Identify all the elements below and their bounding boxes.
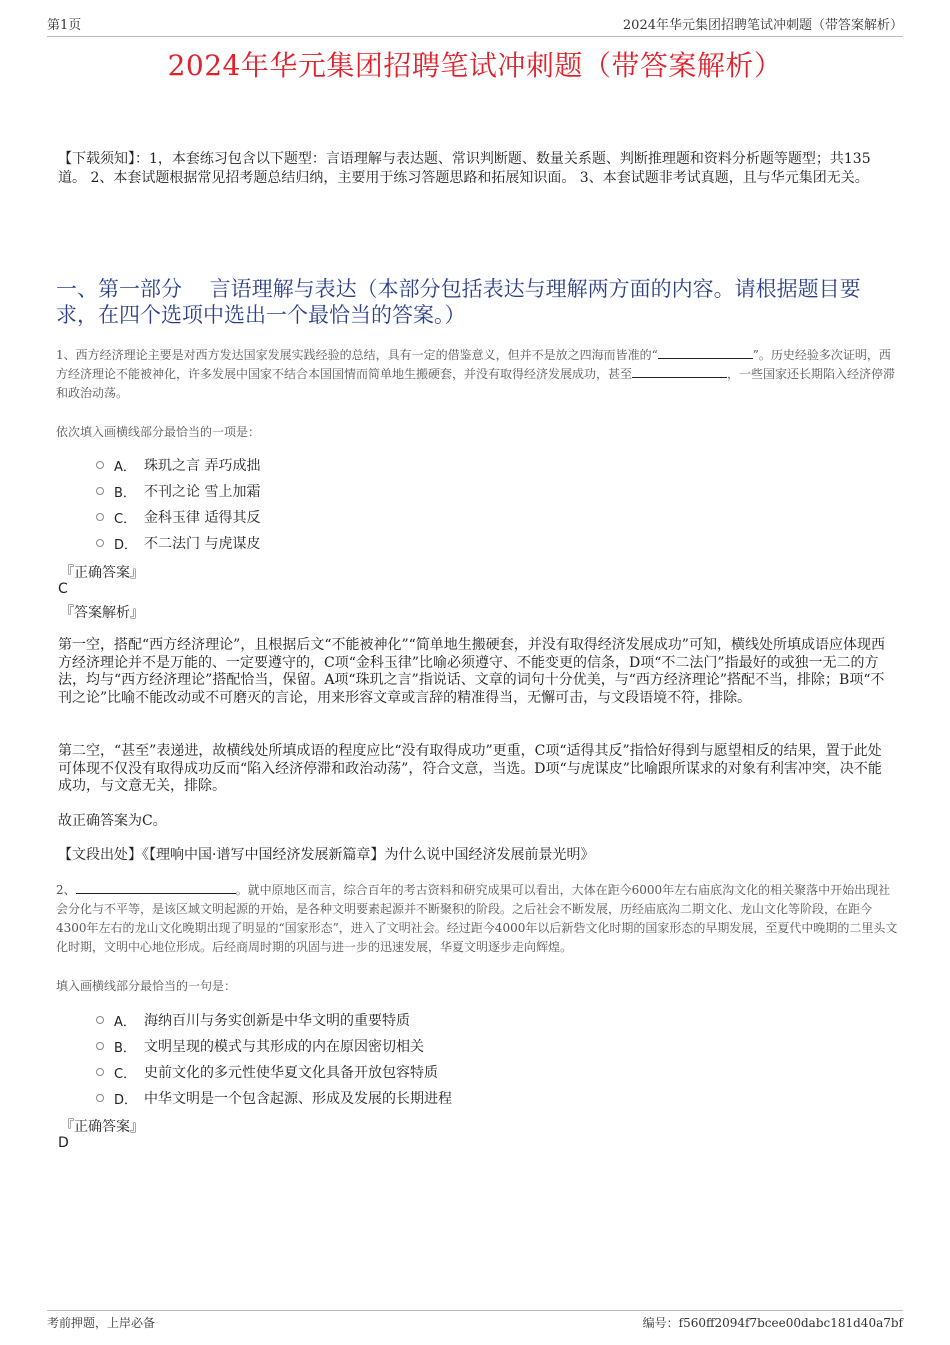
blank-line (76, 881, 236, 894)
option-b[interactable]: B． 文明呈现的模式与其形成的内在原因密切相关 (96, 1033, 452, 1059)
header-doc-title: 2024年华元集团招聘笔试冲刺题（带答案解析） (622, 18, 903, 33)
download-notice: 【下载须知】：1，本套练习包含以下题型：言语理解与表达题、常识判断题、数量关系题、判断推理题和资料分析题等题型；共135道。 2、本套试题根据常见招考题总结归纳，主要用于练习答题思路和拓展知识面。 3、本套试题非考试真题，且与华元集团无关。 (58, 151, 871, 186)
page-number: 第1页 (47, 18, 82, 33)
radio-icon[interactable] (96, 513, 104, 521)
question-2-prompt: 填入画横线部分最恰当的一句是： (56, 979, 237, 993)
option-c[interactable]: C． 史前文化的多元性使华夏文化具备开放包容特质 (96, 1059, 452, 1085)
radio-icon[interactable] (96, 539, 104, 547)
answer-value: D (58, 1135, 69, 1151)
question-2-text: 2、 。就中原地区而言，综合百年的考古资料和研究成果可以看出，大体在距今6000年左右庙底沟文化的相关聚落中开始出现社会分化与不平等，是该区域文明起源的开始，是各种文明要素起源并不断聚积的阶段。之后社会不断发展，历经庙底沟二期文化、龙山文化等阶段，在距今4300年左右的龙山文化晚期出现了明显的“国家形态”，进入了文明社会。经过距今4000年以后新砦文化时期的国家形态的早期发展，至夏代中晚期的二里头文化时期，文明中心地位形成。后经商周时期的巩固与进一步的迅速发展，华夏文明逐步走向辉煌。 (56, 883, 898, 954)
option-c[interactable]: C． 金科玉律 适得其反 (96, 504, 260, 530)
radio-icon[interactable] (96, 487, 104, 495)
page-header (47, 14, 903, 37)
answer-value: C (58, 581, 68, 597)
footer-slogan: 考前押题，上岸必备 (47, 1316, 156, 1330)
question-1-prompt: 依次填入画横线部分最恰当的一项是： (56, 425, 261, 439)
option-a[interactable]: A． 海纳百川与务实创新是中华文明的重要特质 (96, 1007, 452, 1033)
option-a[interactable]: A． 珠玑之言 弄巧成拙 (96, 452, 260, 478)
document-title: 2024年华元集团招聘笔试冲刺题（带答案解析） (167, 49, 783, 82)
radio-icon[interactable] (96, 1068, 104, 1076)
radio-icon[interactable] (96, 1042, 104, 1050)
blank-line (658, 346, 753, 359)
analysis-paragraph-2: 第二空，“甚至”表递进，故横线处所填成语的程度应比“没有取得成功”更重，C项“适得其反”指恰好得到与愿望相反的结果，置于此处可体现不仅没有取得成功反而“陷入经济停滞和政治动荡”，符合文意，当选。D项“与虎谋皮”比喻跟所谋求的对象有利害冲突，决不能成功，与文意无关，排除。 (58, 743, 882, 794)
question-2-options (96, 1007, 452, 1111)
page-footer (47, 1310, 903, 1331)
option-d[interactable]: D． 中华文明是一个包含起源、形成及发展的长期进程 (96, 1085, 452, 1111)
answer-label: 『正确答案』 (60, 565, 144, 581)
document-id: 编号：f560ff2094f7bcee00dabc181d40a7bf (642, 1316, 903, 1330)
question-1-options (96, 452, 260, 556)
radio-icon[interactable] (96, 461, 104, 469)
option-b[interactable]: B． 不刊之论 雪上加霜 (96, 478, 260, 504)
analysis-conclusion: 故正确答案为C。 (58, 813, 167, 829)
answer-label: 『正确答案』 (60, 1119, 144, 1135)
question-1-text: 1、西方经济理论主要是对西方发达国家发展实践经验的总结，具有一定的借鉴意义，但并不是放之四海而皆准的“ ”。历史经验多次证明，西方经济理论不能被神化，许多发展中国家不结合本国国情而简单地生搬硬套，并没有取得经济发展成功，甚至 ，一些国家还长期陷入经济停滞和政治动荡。 (56, 348, 896, 400)
blank-line (632, 365, 727, 378)
analysis-label: 『答案解析』 (60, 605, 144, 621)
text-source: 【文段出处】《【理响中国·谱写中国经济发展新篇章】为什么说中国经济发展前景光明》 (58, 847, 595, 863)
option-d[interactable]: D． 不二法门 与虎谋皮 (96, 530, 260, 556)
radio-icon[interactable] (96, 1094, 104, 1102)
section-title: 一、第一部分 言语理解与表达（本部分包括表达与理解两方面的内容。请根据题目要求，在四个选项中选出一个最恰当的答案。） (56, 277, 861, 327)
analysis-paragraph-1: 第一空，搭配“西方经济理论”，且根据后文“不能被神化”“简单地生搬硬套，并没有取得经济发展成功”可知，横线处所填成语应体现西方经济理论并不是万能的、一定要遵守的，C项“金科玉律”比喻必须遵守、不能变更的信条，D项“不二法门”指最好的或独一无二的方法，均与“西方经济理论”搭配恰当，保留。A项“珠玑之言”指说话、文章的词句十分优美，与“西方经济理论”搭配不当，排除；B项“不刊之论”比喻不能改动或不可磨灭的言论，用来形容文章或言辞的精准得当，无懈可击，与文段语境不符，排除。 (58, 637, 885, 706)
radio-icon[interactable] (96, 1016, 104, 1024)
